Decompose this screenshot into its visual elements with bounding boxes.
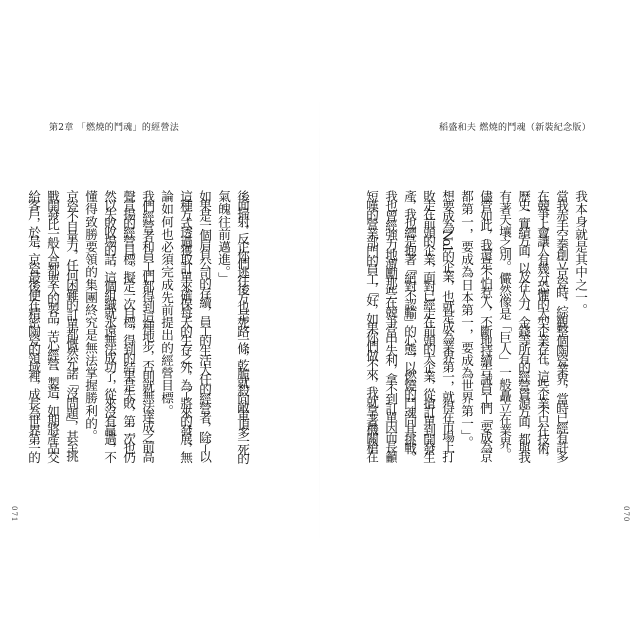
left-page-body: [26, 190, 252, 461]
text-line: 聲宣揚的經營目標。擬定一次目標，得到的結果是失敗，第二次也仍: [121, 190, 136, 460]
text-line: 歷史、實績方面，以及在人力、金錢等所有的經營資源方面，都與我: [516, 190, 531, 460]
text-line: 短嘆的營業部門的員工，「好，如果你們做不來，我就拿著機關槍在: [364, 190, 379, 460]
text-line: 想要成為No.1的企業，也就是成為業界第一，就得在市場上打: [440, 190, 455, 461]
right-page-body: [364, 190, 590, 461]
text-line: 我們經營者和員工們都得到這種地步，否則就無法達成之前高: [140, 190, 155, 461]
text-line: 論如何也必須完成先前提出的經營目標。: [159, 190, 174, 417]
text-line: 我本身就是其中之一。: [573, 190, 588, 316]
text-line: 京瓷不自量力，任何困難的訂單都慨然允諾「沒問題」，甚至挑: [64, 190, 79, 460]
text-line: 我也曾經強力地激勵那些在競爭當中失利，拿不到訂單因而長籲: [383, 190, 398, 460]
text-line: 這種方式透過獲取訂單來確保每天的生存之外，為了將來的發展，無: [178, 190, 193, 460]
text-line: 有著天壤之別。儼然像是「巨人」一般矗立在業界。: [497, 190, 512, 460]
text-line: 後面掃射，反正你們逃往後方也是死路一條，乾脆就殺向敵軍頂多一死的: [235, 190, 250, 461]
text-line: 懂得致勝要領的集團終究是無法掌握勝利的。: [83, 190, 98, 442]
text-line: 如果是一個肩負公司的存續，員工的生活大任的經營者，除了以: [197, 190, 212, 460]
text-line: 敗走在前頭的企業，面對已經走在前頭的大企業，從搶訂單到開發生: [421, 190, 436, 460]
text-line: 產，我也總是抱著「絕對不認輸」的心態，以燃燒的鬥魂向其挑戰。: [402, 190, 417, 460]
running-head-right: 稻盛和夫 燃燒的鬥魂（新裝紀念版）: [439, 123, 591, 133]
text-line: 都第一，要成為日本第一，要成為世界第一」。: [459, 190, 474, 449]
text-line: 然以失敗收場的話，這個組織就永遠無法成功了，從來沒有贏過，不: [102, 190, 117, 460]
page-number-right: 070: [622, 506, 630, 523]
text-line: 給客戶，於是，京瓷最後便在精密陶瓷的領域裡，成長為世界第一的: [26, 190, 41, 460]
text-line: 戰開發比一般人高都要大的製品，苦心經營、製造，如期將產品交: [45, 190, 60, 461]
text-line: 當我赤手空拳創立京瓷時，綜觀整個陶瓷業界，當時已經有許多: [554, 190, 569, 460]
page-number-left: 071: [10, 506, 18, 523]
text-line: 儘管如此，我還是不怕惹人，不斷地持續告誡員工們「要成為京: [478, 190, 493, 460]
text-line: 氣魄往前邁進。」: [216, 190, 231, 285]
right-page: [320, 0, 640, 640]
text-line: 在競爭上會讓人有幾分恐懼的大型企業存在。這些企業不只在技術，: [535, 190, 550, 460]
running-head-left: 第2章 「燃燒的鬥魂」的經營法: [49, 123, 180, 133]
